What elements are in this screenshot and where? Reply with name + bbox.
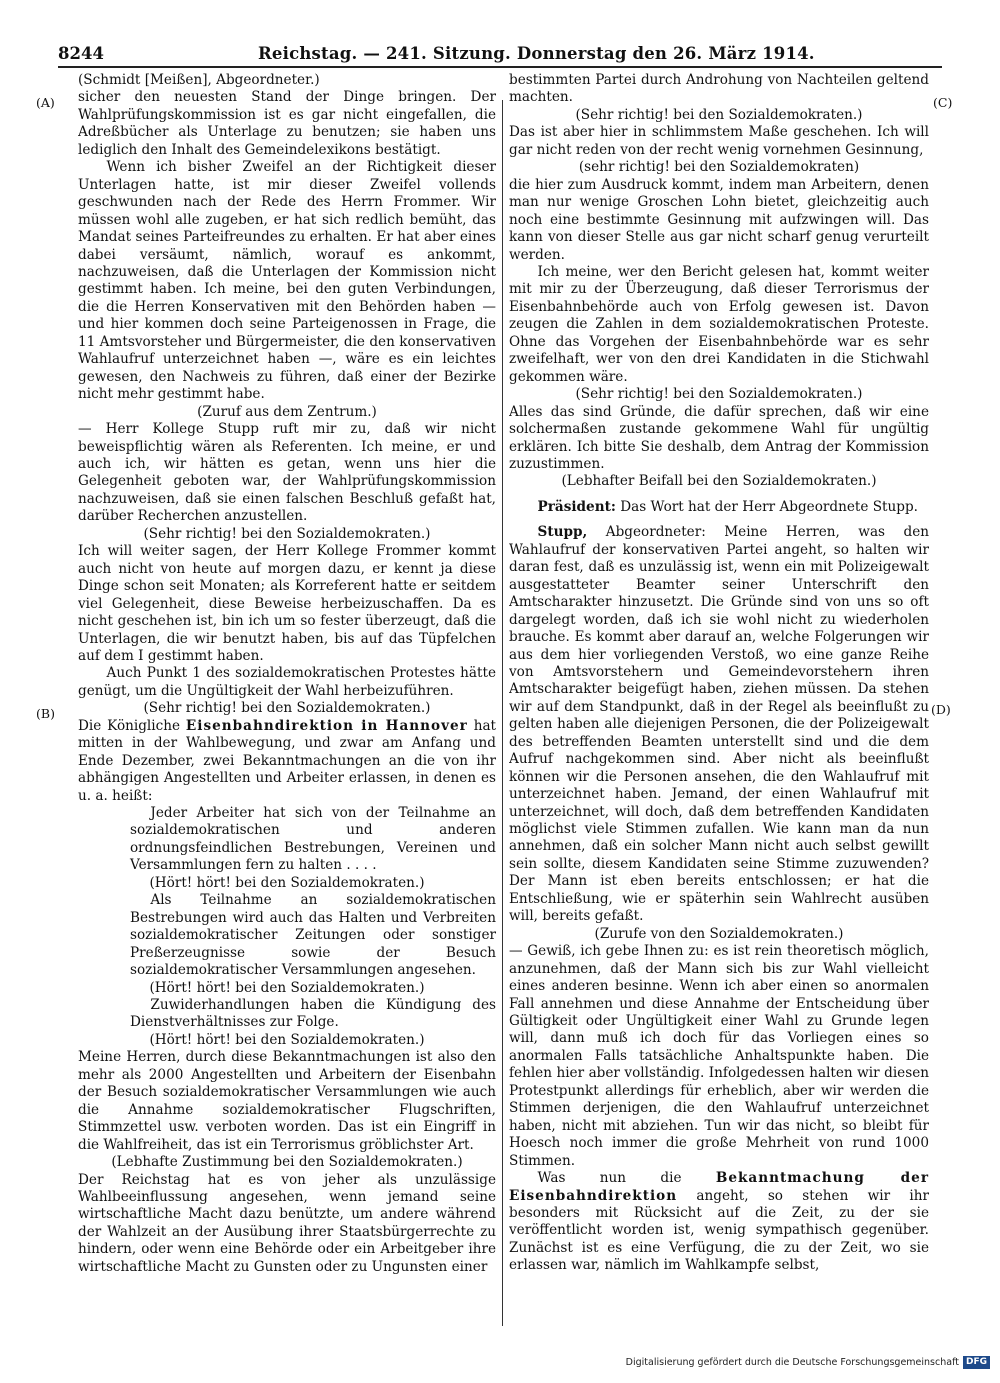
- paragraph: — Gewiß, ich gebe Ihnen zu: es ist rein theoretisch möglich, anzunehmen, daß der Mann sich bis zur Wahl vielleicht eines anderen besinne. Wenn ich aber einen so anormalen Fall annehmen und diese Annahme der Entscheidung über Gültigkeit oder Ungültigkeit einer Wahl zu Grunde legen will, dann muß ich doch für das Vorliegen eines so anormalen Falls tatsächliche Anhaltspunkte haben. Die fehlen hier aber vollständig. Infolgedessen halten wir diesen Protestpunkt allerdings für erheblich, aber wir werden die Stimmen derjenigen, die den Wahlaufruf unterzeichnet haben, nicht mit abziehen. Tun wir das nicht, so bleibt für Hoesch noch immer die große Mehrheit von rund 1000 Stimmen.: [509, 943, 929, 1169]
- digitization-footer: [560, 1355, 990, 1371]
- quotation: Als Teilnahme an sozialdemokratischen Bestrebungen wird auch das Halten und Verbreiten sozialdemokratischer Zeitungen oder sonstiger Preßerzeugnisse sowie der Besuch sozialdemokratischer Versammlungen angesehen.: [130, 892, 496, 979]
- margin-marker-c: (C): [933, 95, 953, 110]
- text-segment: angeht, so stehen wir ihr besonders mit Rücksicht auf die Zeit, zu der sie veröffentlicht worden ist, wenig sympathisch gegenüber. Zunächst ist es eine Verfügung, die zu der Zeit, wo sie erlassen war, nämlich im Wahlkampfe selbst,: [509, 1187, 929, 1274]
- interjection: (Hört! hört! bei den Sozialdemokraten.): [149, 1031, 425, 1048]
- paragraph: Ich meine, wer den Bericht gelesen hat, kommt weiter mit mir zu der Überzeugung, daß dieser Terrorismus der Eisenbahnbehörde auch von Erfolg gewesen ist. Davon zeugen die Zahlen in dem sozialdemokratischen Proteste. Ohne das Vorgehen der Eisenbahnbehörde war es sehr zweifelhaft, wer von den drei Kandidaten in die Stichwahl gekommen wäre.: [509, 263, 929, 385]
- paragraph: Wenn ich bisher Zweifel an der Richtigkeit dieser Unterlagen hatte, ist mir dieser Zweifel vollends geschwunden nach der Rede des Herrn Frommer. Wir müssen wohl alle zugeben, er hat sich redlich bemüht, das Mandat seines Parteifreundes zu erhalten. Er hat aber eines dabei versäumt, nämlich, worauf es ankommt, nachzuweisen, daß die Unterlagen der Kommission nicht gestimmt haben. Ich meine, bei den guten Verbindungen, die die Herren Konservativen mit den Behörden haben — und hier kommen doch seine Parteigenossen in Frage, die 11 Amtsvorsteher und Bürgermeister, die den konservativen Wahlaufruf unterzeichnet haben —, wäre es ein leichtes gewesen, den Nachweis zu führen, daß einer der Bezirke nicht mehr gestimmt habe.: [78, 159, 496, 403]
- paragraph: Meine Herren, durch diese Bekanntmachungen ist also den mehr als 2000 Angestellten und Arbeitern der Eisenbahn der Besuch sozialdemokratischer Versammlungen wie auch die Annahme sozialdemokratischer Flugschriften, Stimmzettel usw. verboten worden. Das ist ein Eingriff in die Wahlfreiheit, das ist ein Terrorismus gröblichster Art.: [78, 1049, 496, 1153]
- paragraph: die hier zum Ausdruck kommt, indem man Arbeitern, denen man nur wenige Groschen Lohn bietet, gleichzeitig auch noch eine bestimmte Gesinnung mit aufzwingen will. Das kann von dieser Stelle aus gar nicht scharf genug verurteilt werden.: [509, 176, 929, 263]
- page-header: [58, 44, 942, 68]
- paragraph: Auch Punkt 1 des sozialdemokratischen Protestes hätte genügt, um die Ungültigkeit der Wahl herbeizuführen.: [78, 665, 496, 699]
- text-segment: Die Königliche: [78, 717, 181, 734]
- paragraph: [78, 718, 496, 805]
- margin-marker-a: (A): [36, 95, 55, 110]
- emphasis-heading: Eisenbahndirektion in Hannover: [185, 717, 468, 734]
- paragraph: [509, 1170, 929, 1275]
- speaker-paragraph: [509, 524, 929, 925]
- margin-marker-d: (D): [931, 702, 951, 717]
- speaker-name: Präsident:: [537, 498, 616, 515]
- interjection: (Zuruf aus dem Zentrum.): [197, 403, 377, 420]
- paragraph: — Herr Kollege Stupp ruft mir zu, daß wir nicht beweispflichtig wären als Referenten. Ich meine, er und auch ich, wir hätten es getan, wenn uns hier die Gelegenheit geboten war, der Wahlprüfungskommission nachzuweisen, daß sie einen falschen Beschluß gefaßt hat, darüber Recherchen anzustellen.: [78, 421, 496, 525]
- paragraph: bestimmten Partei durch Androhung von Nachteilen geltend machten.: [509, 72, 929, 106]
- margin-marker-b: (B): [36, 706, 55, 721]
- paragraph: Alles das sind Gründe, die dafür sprechen, daß wir eine solchermaßen zustande gekommene Wahl für ungültig erklären. Ich bitte Sie deshalb, dem Antrag der Kommission zuzustimmen.: [509, 403, 929, 472]
- interjection: (Hört! hört! bei den Sozialdemokraten.): [149, 979, 425, 996]
- interjection: (Lebhafte Zustimmung bei den Sozialdemokraten.): [111, 1154, 463, 1171]
- interjection: (Sehr richtig! bei den Sozialdemokraten.): [575, 386, 863, 403]
- interjection: (Sehr richtig! bei den Sozialdemokraten.): [143, 700, 431, 717]
- text-segment: Abgeordneter: Meine Herren, was den Wahlaufruf der konservativen Partei angeht, so halten wir daran fest, daß es unzulässig ist, wenn ein mit Polizeigewalt ausgestatteter Beamter seiner Unterschrift den Amtscharakter hinzusetzt. Die Gründe sind von uns so oft dargelegt worden, daß ich sie wohl nicht zu wiederholen brauche. Es kommt aber darauf an, welche Folgerungen wir aus dem hier vorliegenden Verstoß, wo eine ganze Reihe von Amtsvorstehern und Gemeindevorstehern ihren Amtscharakter beigefügt haben, ziehen müssen. Da stehen wir auf dem Standpunkt, daß in der Regel als beeinflußt zu gelten haben alle diejenigen Personen, die der Polizeigewalt des betreffenden Beamten unterstellt sind und die dem Aufruf nachgekommen sind. Aber nicht als beeinflußt können wir die Personen ansehen, die den Wahlaufruf mit unterzeichnet haben. Jemand, der einen Wahlaufruf mit unterzeichnet, will doch, daß dem betreffenden Kandidaten möglichst viele Stimmen zufallen. Wie kann man da nun annehmen, daß ein solcher Mann nicht auch selbst gewillt sein sollte, diesem Kandidaten seine Stimme zuzuwenden? Der Mann ist eben bereits entschlossen; er hat die Entschließung, wie er späterhin sein Wahlrecht ausüben will, bereits gefaßt.: [509, 524, 929, 925]
- text-segment: Was nun die: [537, 1170, 682, 1187]
- speaker-attribution: (Schmidt [Meißen], Abgeordneter.): [78, 72, 320, 88]
- paragraph: Das ist aber hier in schlimmstem Maße geschehen. Ich will gar nicht reden von der recht wenig vornehmen Gesinnung,: [509, 124, 929, 158]
- header-title: Reichstag. — 241. Sitzung. Donnerstag den 26. März 1914.: [258, 44, 815, 63]
- text-segment: hat mitten in der Wahlbewegung, und zwar am Anfang und Ende Dezember, zwei Bekanntmachungen an die von ihr abhängigen Angestellten und Arbeiter erlassen, in denen es u. a. heißt:: [78, 717, 496, 804]
- interjection: (Lebhafter Beifall bei den Sozialdemokraten.): [561, 473, 877, 490]
- interjection: (Sehr richtig! bei den Sozialdemokraten.): [575, 106, 863, 123]
- interjection: (Sehr richtig! bei den Sozialdemokraten.): [143, 525, 431, 542]
- left-column: [78, 72, 496, 1302]
- paragraph: sicher den neuesten Stand der Dinge bringen. Der Wahlprüfungskommission ist es gar nicht eingefallen, die Adreßbücher als Unterlage zu benutzen; sie haben uns lediglich den Inhalt des Gemeindelexikons bestätigt.: [78, 89, 496, 158]
- quotation: Zuwiderhandlungen haben die Kündigung des Dienstverhältnisses zur Folge.: [130, 997, 496, 1031]
- footer-text: Digitalisierung gefördert durch die Deutsche Forschungsgemeinschaft: [625, 1357, 959, 1368]
- dfg-logo: DFG: [963, 1356, 990, 1369]
- interjection: (Zurufe von den Sozialdemokraten.): [594, 925, 844, 942]
- interjection: (sehr richtig! bei den Sozialdemokraten): [578, 159, 860, 176]
- right-column: [509, 72, 929, 1302]
- emphasis-heading: Bekanntmachung der Eisenbahndirektion: [509, 1170, 929, 1204]
- column-divider: [502, 100, 503, 1326]
- interjection: (Hört! hört! bei den Sozialdemokraten.): [149, 874, 425, 891]
- quotation: Jeder Arbeiter hat sich von der Teilnahme an sozialdemokratischen und anderen ordnungsfeindlichen Bestrebungen, Vereinen und Versammlungen fern zu halten . . . .: [130, 805, 496, 874]
- speaker-name: Stupp,: [537, 524, 588, 541]
- text-segment: Das Wort hat der Herr Abgeordnete Stupp.: [620, 498, 918, 515]
- paragraph: Ich will weiter sagen, der Herr Kollege Frommer kommt auch nicht von heute auf morgen dazu, er kennt ja diese Dinge schon seit Monaten; als Korreferent hatte er seitdem viel Gelegenheit, diese Beweise herbeizuschaffen. Da es nicht geschehen ist, bin ich um so fester überzeugt, daß die Unterlagen, die wir benutzt haben, bis auf das Tüpfelchen auf dem I gestimmt haben.: [78, 543, 496, 664]
- speaker-paragraph: [509, 499, 929, 516]
- page-number: 8244: [58, 44, 104, 63]
- paragraph: Der Reichstag hat es von jeher als unzulässige Wahlbeeinflussung angesehen, wenn jemand seine wirtschaftliche Macht dazu benützte, um andere während der Wahlzeit an der Ausübung ihrer Staatsbürgerrechte zu hindern, oder wenn eine Behörde oder ein Arbeitgeber ihre wirtschaftliche Macht zu Gunsten oder zu Ungunsten einer: [78, 1171, 496, 1275]
